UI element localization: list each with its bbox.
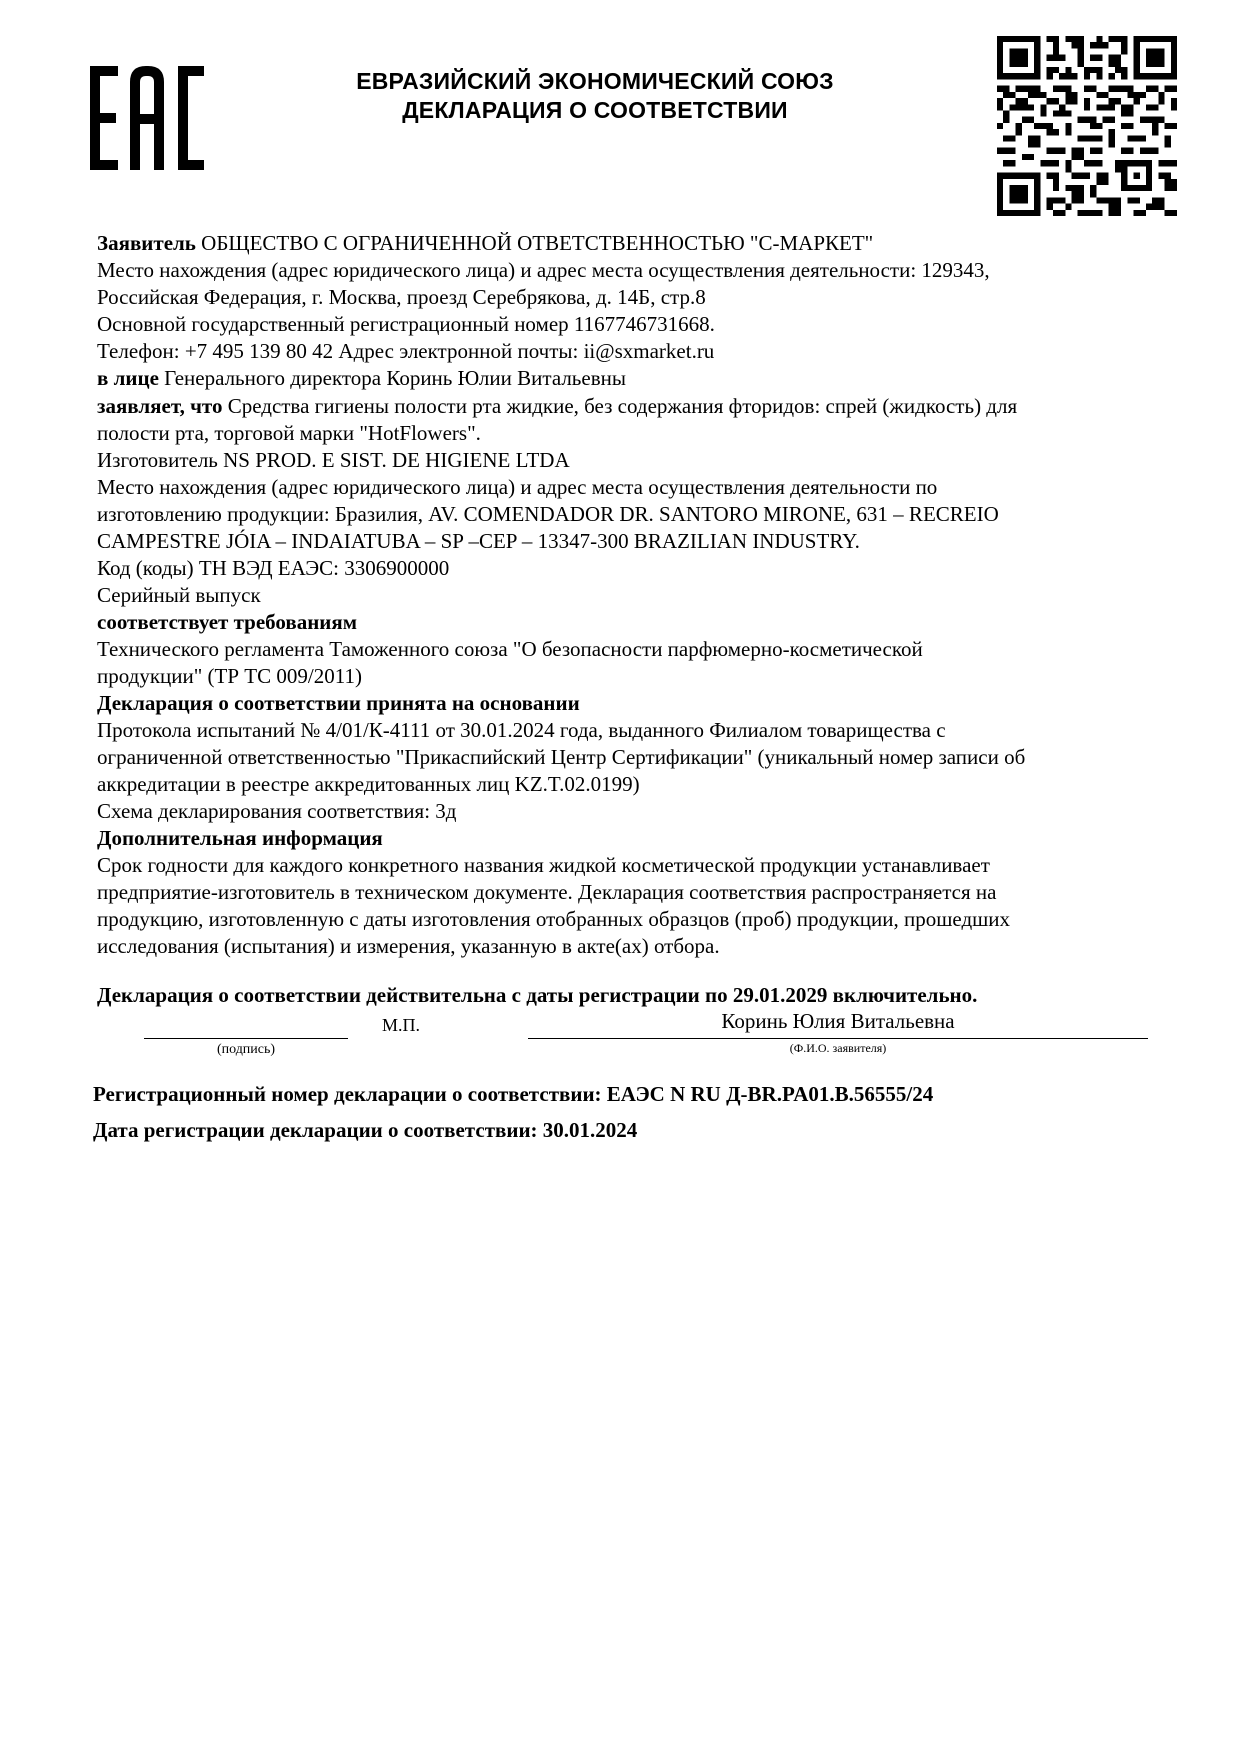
product-line1 — [97, 393, 1157, 420]
applicant-contacts: Телефон: +7 495 139 80 42 Адрес электронной почты: ii@sxmarket.ru — [97, 339, 715, 363]
signer-name: Коринь Юлия Витальевна — [721, 1009, 955, 1033]
manufacturer-address-line3: CAMPESTRE JÓIA – INDAIATUBA – SP –CEP – 13347-300 BRAZILIAN INDUSTRY. — [97, 529, 860, 553]
eac-logo-icon — [88, 64, 206, 172]
signature-line — [144, 1038, 348, 1039]
additional-line3: продукцию, изготовленную с даты изготовления отобранных образцов (проб) продукции, прошедших — [97, 907, 1011, 931]
manufacturer-address-line2: изготовлению продукции: Бразилия, AV. COMENDADOR DR. SANTORO MIRONE, 631 – RECREIO — [97, 502, 999, 526]
manufacturer: Изготовитель NS PROD. E SIST. DE HIGIENE LTDA — [97, 448, 570, 472]
applicant-label: Заявитель — [97, 231, 196, 255]
applicant-person-line — [97, 365, 1157, 392]
registration-number: Регистрационный номер декларации о соответствии: ЕАЭС N RU Д-BR.PA01.B.56555/24 — [93, 1082, 934, 1106]
hs-code: Код (коды) ТН ВЭД ЕАЭС: 3306900000 — [97, 556, 450, 580]
additional-line2: предприятие-изготовитель в техническом документе. Декларация соответствия распространяется на — [97, 880, 997, 904]
additional-label: Дополнительная информация — [97, 826, 383, 850]
applicant-address-line2: Российская Федерация, г. Москва, проезд Серебрякова, д. 14Б, стр.8 — [97, 285, 706, 309]
basis-label: Декларация о соответствии принята на основании — [97, 691, 580, 715]
declaration-body — [97, 230, 1157, 960]
conforms-label: соответствует требованиям — [97, 610, 358, 634]
basis-line2: ограниченной ответственностью "Прикаспийский Центр Сертификации" (уникальный номер записи об — [97, 745, 1026, 769]
applicant-name: ОБЩЕСТВО С ОГРАНИЧЕННОЙ ОТВЕТСТВЕННОСТЬЮ "С-МАРКЕТ" — [195, 231, 874, 255]
document-title — [300, 67, 890, 125]
registration-date: Дата регистрации декларации о соответствии: 30.01.2024 — [93, 1118, 638, 1142]
signer-name-line — [528, 1038, 1148, 1039]
title-line-declaration: ДЕКЛАРАЦИЯ О СООТВЕТСТВИИ — [402, 97, 788, 123]
person-label: в лице — [97, 366, 159, 390]
applicant-line — [97, 230, 1157, 257]
regulation-line2: продукции" (ТР ТС 009/2011) — [97, 664, 362, 688]
person-name: Генерального директора Коринь Юлии Витальевны — [158, 366, 626, 390]
regulation-line1: Технического регламента Таможенного союза "О безопасности парфюмерно-косметической — [97, 637, 923, 661]
title-line-union: ЕВРАЗИЙСКИЙ ЭКОНОМИЧЕСКИЙ СОЮЗ — [356, 68, 834, 94]
stamp-place: М.П. — [382, 1015, 421, 1035]
product-text: Средства гигиены полости рта жидкие, без содержания фторидов: спрей (жидкость) для — [222, 394, 1018, 418]
manufacturer-address-line1: Место нахождения (адрес юридического лица) и адрес места осуществления деятельности по — [97, 475, 938, 499]
scheme: Схема декларирования соответствия: 3д — [97, 799, 457, 823]
additional-line1: Срок годности для каждого конкретного названия жидкой косметической продукции устанавливает — [97, 853, 990, 877]
product-line2: полости рта, торговой марки "HotFlowers". — [97, 421, 481, 445]
additional-line4: исследования (испытания) и измерения, указанную в акте(ах) отбора. — [97, 934, 720, 958]
basis-line3: аккредитации в реестре аккредитованных лиц KZ.T.02.0199) — [97, 772, 640, 796]
signature-caption: (подпись) — [216, 1042, 276, 1057]
applicant-address-line1: Место нахождения (адрес юридического лица) и адрес места осуществления деятельности: 129343, — [97, 258, 990, 282]
qr-code-icon — [997, 36, 1177, 216]
series: Серийный выпуск — [97, 583, 261, 607]
applicant-ogrn: Основной государственный регистрационный номер 1167746731668. — [97, 312, 715, 336]
declares-label: заявляет, что — [97, 394, 223, 418]
signer-caption: (Ф.И.О. заявителя) — [789, 1041, 887, 1055]
validity-statement: Декларация о соответствии действительна с даты регистрации по 29.01.2029 включительно. — [97, 983, 978, 1007]
basis-line1: Протокола испытаний № 4/01/К-4111 от 30.01.2024 года, выданного Филиалом товарищества с — [97, 718, 946, 742]
